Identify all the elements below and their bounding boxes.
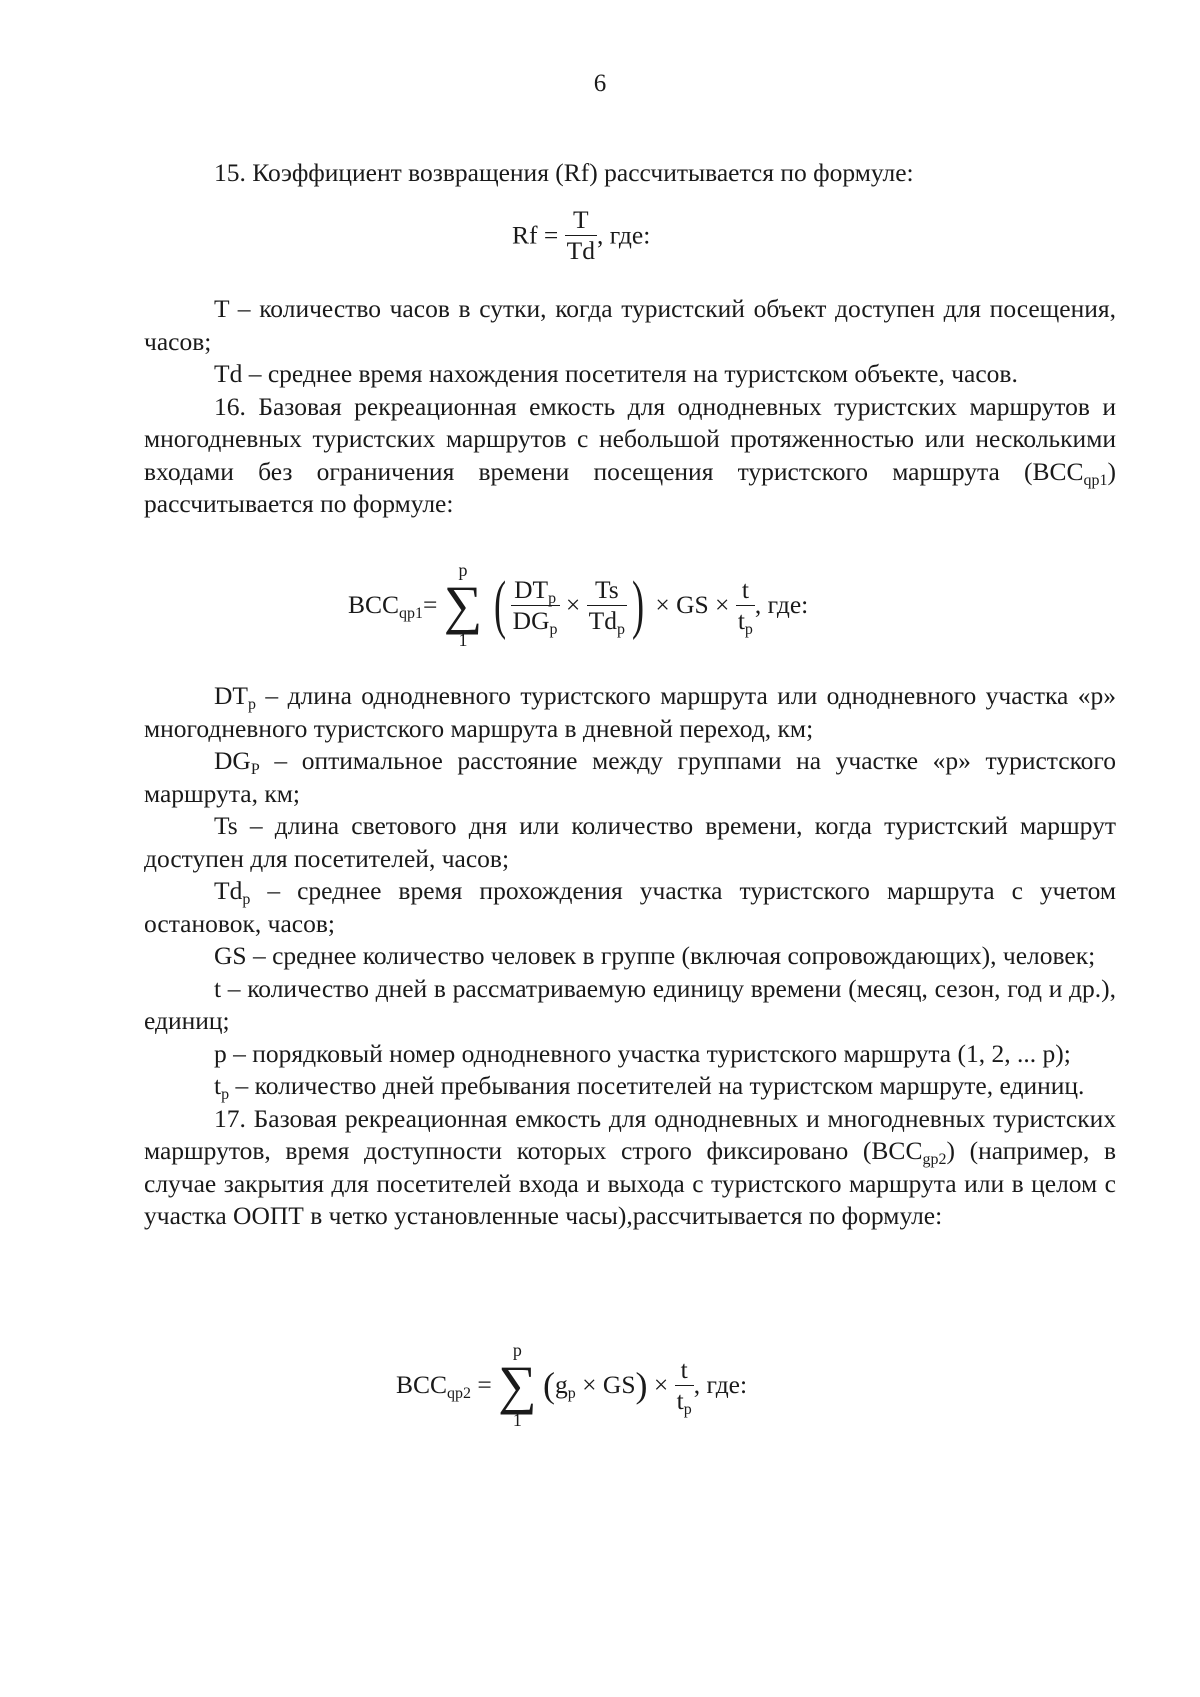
numerator: T bbox=[573, 205, 589, 234]
formula-rest: × GS × bbox=[655, 590, 730, 619]
equals-sign: = bbox=[423, 590, 438, 619]
inner-term: $g_p$ × GS bbox=[555, 1370, 636, 1402]
summation-sign: p ∑ 1 bbox=[498, 1340, 537, 1430]
definition-t: T – количество часов в сутки, когда туристский объект доступен для посещения, часов; bbox=[144, 294, 1116, 356]
definition-tp: $t_p$ – количество дней пребывания посетителей на туристском маршруте, единиц. bbox=[214, 1071, 1085, 1103]
left-paren: ( bbox=[493, 568, 506, 641]
left-paren: ( bbox=[543, 1365, 556, 1405]
fraction-t-tp: $\frac{t}{t_p}$ bbox=[676, 1354, 692, 1418]
definition-ts: Ts – длина светового дня или количество времени, когда туристский маршрут доступен для посетителей, часов; bbox=[144, 811, 1116, 873]
times-sign: × bbox=[653, 1370, 669, 1399]
definition-gs: GS – среднее количество человек в группе (включая сопровождающих), человек; bbox=[214, 941, 1096, 970]
definition-dtp: $DT_p$ – длина однодневного туристского маршрута или однодневного участка «р» многодневного туристского маршрута в дневной переход, км; bbox=[144, 681, 1116, 743]
definition-tdp: $Td_p$ – среднее время прохождения участка туристского маршрута с учетом остановок, часов; bbox=[144, 876, 1116, 938]
fraction-dt-dg: $\frac{DT_p}{DG_p}$ bbox=[512, 574, 558, 638]
formula-lhs: $BCC_{qp2}$ bbox=[396, 1370, 472, 1402]
equals-sign: = bbox=[477, 1370, 492, 1399]
definition-td: Td – среднее время нахождения посетителя на туристском объекте, часов. bbox=[214, 359, 1018, 388]
formula-tail: , где: bbox=[754, 590, 809, 619]
equals-sign: = bbox=[543, 220, 559, 250]
right-paren: ) bbox=[631, 568, 645, 641]
formula-rf bbox=[512, 205, 650, 266]
formula-tail: , где: bbox=[693, 1370, 748, 1399]
formula-lhs: $BCC_{qp1}$ bbox=[348, 590, 424, 622]
formula-bcc-qp1 bbox=[348, 560, 808, 650]
item-15-intro: 15. Коэффициент возвращения (Rf) рассчитывается по формуле: bbox=[214, 158, 914, 187]
fraction-ts-td: $\frac{Ts}{Td_p}$ bbox=[588, 574, 625, 638]
times-sign: × bbox=[565, 590, 581, 619]
item-17-paragraph: 17. Базовая рекреационная емкость для однодневных и многодневных туристских маршрутов, время доступности которых строго фиксировано $(BCC_{gp2})$ (например, в случае закрытия для посетителей входа и выхода с туристского маршрута или в целом с участка ООПТ в четко установленные часы),рассчитывается по формуле: bbox=[144, 1103, 1116, 1230]
fraction-t-tp: $\frac{t}{t_p}$ bbox=[737, 574, 753, 638]
formula-lhs: Rf bbox=[512, 220, 538, 250]
summation-sign: p ∑ 1 bbox=[443, 560, 483, 650]
definitions-block-2 bbox=[144, 680, 1116, 1233]
page-number: 6 bbox=[593, 70, 607, 97]
right-paren: ) bbox=[635, 1365, 648, 1405]
definition-dgp: $DG_P$ – оптимальное расстояние между группами на участке «р» туристского маршрута, км; bbox=[144, 746, 1116, 808]
item-16-paragraph: 16. Базовая рекреационная емкость для однодневных туристских маршрутов и многодневных туристских маршрутов с небольшой протяженностью или несколькими входами без ограничения времени посещения туристского маршрута $(BCC_{qp1})$ рассчитывается по формуле: bbox=[144, 391, 1116, 518]
fraction bbox=[565, 205, 597, 266]
definitions-block-1 bbox=[144, 293, 1116, 521]
definition-p: р – порядковый номер однодневного участка туристского маршрута (1, 2, ... р); bbox=[214, 1038, 1071, 1068]
formula-tail: , где: bbox=[596, 220, 651, 250]
formula-bcc-qp2 bbox=[396, 1340, 747, 1430]
denominator: Td bbox=[566, 236, 595, 265]
definition-t-days: t – количество дней в рассматриваемую единицу времени (месяц, сезон, год и др.), единиц; bbox=[144, 973, 1116, 1035]
